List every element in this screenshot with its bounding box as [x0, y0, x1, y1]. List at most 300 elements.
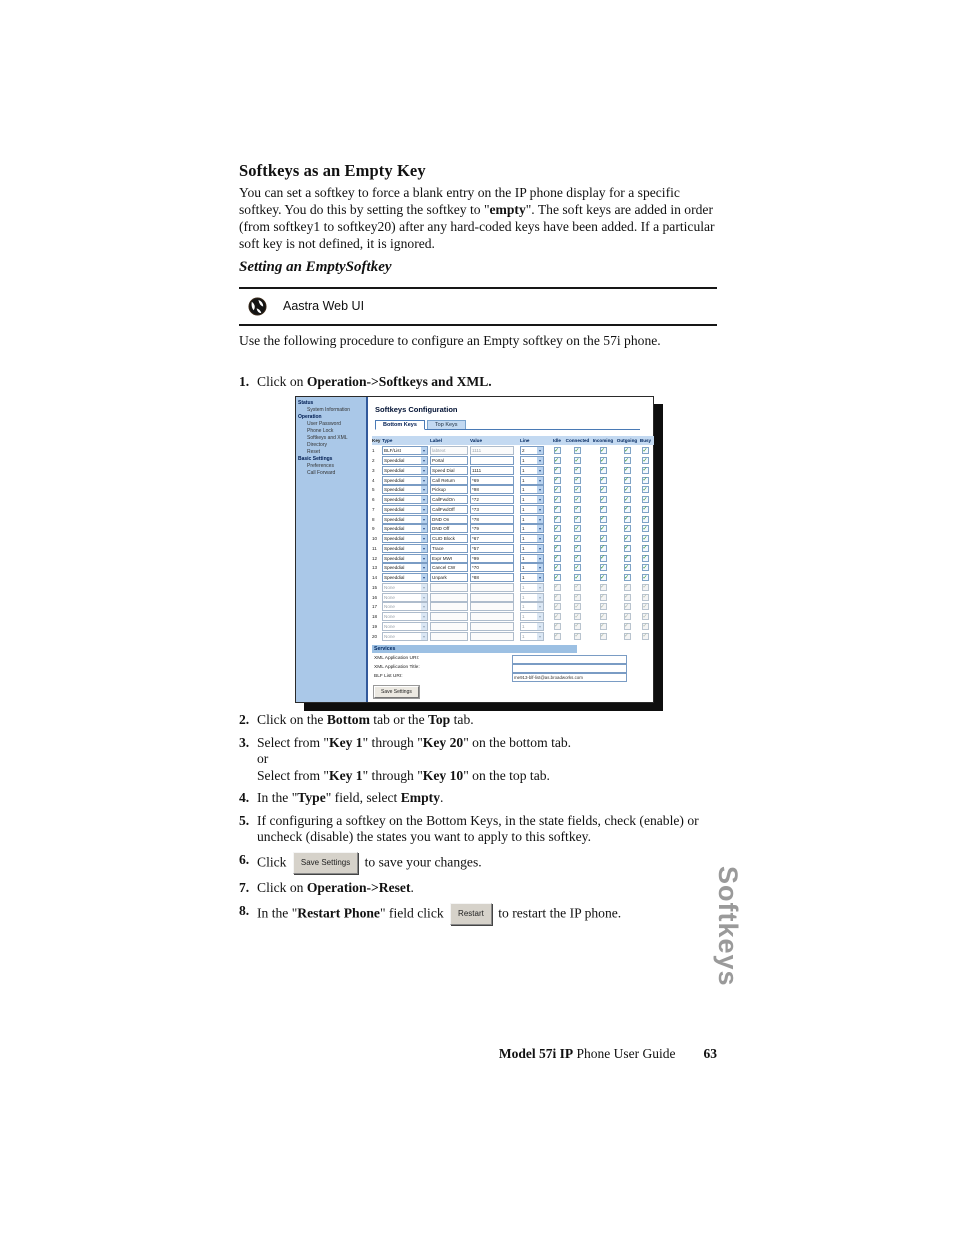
busy-checkbox[interactable]	[642, 506, 649, 513]
softkey-row-11	[372, 544, 654, 554]
softkey-row-5	[372, 485, 654, 495]
type-select[interactable]: Speeddial ▾	[382, 495, 428, 504]
incoming-checkbox[interactable]	[600, 564, 607, 571]
chevron-down-icon: ▾	[538, 575, 541, 581]
chevron-down-icon: ▾	[422, 623, 425, 629]
step-number: 4.	[239, 790, 250, 805]
type-select[interactable]: BLF/List ▾	[382, 446, 428, 455]
key-number: 18	[372, 614, 378, 620]
idle-checkbox[interactable]	[554, 477, 561, 484]
label-input[interactable]: Portal	[430, 456, 468, 465]
connected-checkbox[interactable]	[574, 525, 581, 532]
save-settings-button-inline[interactable]: Save Settings	[293, 852, 358, 875]
value-input[interactable]	[470, 456, 514, 465]
idle-checkbox[interactable]	[554, 584, 561, 591]
line-select[interactable]: 1 ▾	[520, 602, 544, 611]
incoming-checkbox[interactable]	[600, 594, 607, 601]
connected-checkbox[interactable]	[574, 613, 581, 620]
connected-checkbox[interactable]	[574, 574, 581, 581]
softkey-row-3	[372, 466, 654, 476]
label-input[interactable]: Speed Dial	[430, 466, 468, 475]
procedure-intro: Use the following procedure to configure an Empty softkey on the 57i phone.	[239, 333, 661, 348]
connected-checkbox[interactable]	[574, 477, 581, 484]
outgoing-checkbox[interactable]	[624, 633, 631, 640]
outgoing-checkbox[interactable]	[624, 545, 631, 552]
busy-checkbox[interactable]	[642, 584, 649, 591]
idle-checkbox[interactable]	[554, 603, 561, 610]
outgoing-checkbox[interactable]	[624, 555, 631, 562]
chevron-down-icon: ▾	[538, 506, 541, 512]
label-input[interactable]: Pickup	[430, 485, 468, 494]
sidebar-section-basic-settings: Basic Settings	[298, 456, 333, 462]
chevron-down-icon: ▾	[422, 506, 425, 512]
sidebar-item-softkeys-and-xml[interactable]: Softkeys and XML	[307, 435, 348, 441]
outgoing-checkbox[interactable]	[624, 447, 631, 454]
step-text: Click on Operation->Reset.	[257, 880, 414, 895]
chevron-down-icon: ▾	[422, 584, 425, 590]
type-select[interactable]: Speeddial ▾	[382, 466, 428, 475]
label-input[interactable]	[430, 622, 468, 631]
incoming-checkbox[interactable]	[600, 506, 607, 513]
incoming-checkbox[interactable]	[600, 477, 607, 484]
busy-checkbox[interactable]	[642, 574, 649, 581]
type-select[interactable]: Speeddial ▾	[382, 476, 428, 485]
column-header-value: Value	[470, 438, 483, 443]
idle-checkbox[interactable]	[554, 506, 561, 513]
chevron-down-icon: ▾	[538, 584, 541, 590]
value-input[interactable]: *70	[470, 563, 514, 572]
label-input[interactable]	[430, 593, 468, 602]
line-select[interactable]: 1 ▾	[520, 554, 544, 563]
step-list-first	[239, 374, 721, 397]
key-number: 17	[372, 604, 378, 610]
outgoing-checkbox[interactable]	[624, 486, 631, 493]
incoming-checkbox[interactable]	[600, 516, 607, 523]
line-select[interactable]: 2 ▾	[520, 446, 544, 455]
type-select[interactable]: Speeddial ▾	[382, 573, 428, 582]
connected-checkbox[interactable]	[574, 545, 581, 552]
idle-checkbox[interactable]	[554, 545, 561, 552]
outgoing-checkbox[interactable]	[624, 603, 631, 610]
step-number: 3.	[239, 734, 250, 750]
label-input[interactable]: Trace	[430, 544, 468, 553]
softkey-row-8	[372, 514, 654, 524]
services-fields	[372, 655, 650, 682]
busy-checkbox[interactable]	[642, 525, 649, 532]
incoming-checkbox[interactable]	[600, 613, 607, 620]
chevron-down-icon: ▾	[422, 516, 425, 522]
label-input[interactable]: Cancel CW	[430, 563, 468, 572]
intro-paragraph: You can set a softkey to force a blank entry on the IP phone display for a specific softkey. You do this by setting the softkey to "empty". The soft keys are added in order (from softkey1 to softkey20) after any hard-coded keys have been added. If a particular soft key is not defined, it is ignored.	[239, 185, 715, 251]
outgoing-checkbox[interactable]	[624, 574, 631, 581]
type-select[interactable]: None ▾	[382, 612, 428, 621]
busy-checkbox[interactable]	[642, 633, 649, 640]
line-select[interactable]: 1 ▾	[520, 466, 544, 475]
connected-checkbox[interactable]	[574, 457, 581, 464]
incoming-checkbox[interactable]	[600, 555, 607, 562]
softkey-row-20	[372, 631, 654, 641]
value-input[interactable]	[470, 602, 514, 611]
key-number: 4	[372, 477, 375, 483]
chevron-down-icon: ▾	[422, 614, 425, 620]
sidebar-item-reset[interactable]: Reset	[307, 449, 321, 455]
idle-checkbox[interactable]	[554, 555, 561, 562]
chevron-down-icon: ▾	[422, 487, 425, 493]
label-input[interactable]	[430, 602, 468, 611]
service-row	[372, 664, 650, 673]
type-select[interactable]: None ▾	[382, 632, 428, 641]
step-6	[239, 852, 721, 875]
chevron-down-icon: ▾	[422, 477, 425, 483]
incoming-checkbox[interactable]	[600, 574, 607, 581]
type-select[interactable]: Speeddial ▾	[382, 515, 428, 524]
idle-checkbox[interactable]	[554, 447, 561, 454]
busy-checkbox[interactable]	[642, 467, 649, 474]
chevron-down-icon: ▾	[538, 536, 541, 542]
type-select[interactable]: Speeddial ▾	[382, 563, 428, 572]
connected-checkbox[interactable]	[574, 535, 581, 542]
value-input[interactable]	[470, 622, 514, 631]
value-input[interactable]	[470, 612, 514, 621]
chevron-down-icon: ▾	[422, 497, 425, 503]
value-input[interactable]	[470, 632, 514, 641]
value-input[interactable]: *79	[470, 524, 514, 533]
line-select[interactable]: 1 ▾	[520, 612, 544, 621]
busy-checkbox[interactable]	[642, 477, 649, 484]
busy-checkbox[interactable]	[642, 496, 649, 503]
incoming-checkbox[interactable]	[600, 584, 607, 591]
key-number: 11	[372, 545, 377, 551]
softkey-row-4	[372, 475, 654, 485]
chapter-tab-softkeys: Softkeys	[713, 866, 743, 987]
value-input[interactable]	[470, 583, 514, 592]
value-input[interactable]: 1111	[470, 446, 514, 455]
label-input[interactable]: CallFwdOn	[430, 495, 468, 504]
tab-top-keys[interactable]: Top Keys	[427, 420, 466, 429]
column-header-line: Line	[520, 438, 530, 443]
blf-list-uri-input[interactable]: me913-blf-list@as.broadworks.com	[512, 673, 627, 682]
softkey-row-10	[372, 534, 654, 544]
chevron-down-icon: ▾	[538, 545, 541, 551]
value-input[interactable]: *67	[470, 534, 514, 543]
outgoing-checkbox[interactable]	[624, 564, 631, 571]
idle-checkbox[interactable]	[554, 496, 561, 503]
line-select[interactable]: 1 ▾	[520, 456, 544, 465]
key-number: 12	[372, 555, 378, 561]
softkey-row-2	[372, 456, 654, 466]
type-select[interactable]: Speeddial ▾	[382, 485, 428, 494]
line-select[interactable]: 1 ▾	[520, 495, 544, 504]
label-input[interactable]	[430, 612, 468, 621]
busy-checkbox[interactable]	[642, 564, 649, 571]
idle-checkbox[interactable]	[554, 467, 561, 474]
label-input[interactable]: CLID Block	[430, 534, 468, 543]
outgoing-checkbox[interactable]	[624, 535, 631, 542]
column-header-idle: Idle	[553, 438, 561, 443]
connected-checkbox[interactable]	[574, 447, 581, 454]
idle-checkbox[interactable]	[554, 486, 561, 493]
chevron-down-icon: ▾	[538, 633, 541, 639]
busy-checkbox[interactable]	[642, 545, 649, 552]
key-number: 1	[372, 448, 375, 454]
save-settings-button[interactable]: Save Settings	[374, 686, 419, 698]
connected-checkbox[interactable]	[574, 584, 581, 591]
outgoing-checkbox[interactable]	[624, 516, 631, 523]
chevron-down-icon: ▾	[422, 526, 425, 532]
softkey-row-7	[372, 505, 654, 515]
value-input[interactable]: *98	[470, 485, 514, 494]
chevron-down-icon: ▾	[422, 448, 425, 454]
step-8	[239, 903, 721, 926]
screenshot-tabs	[375, 418, 640, 430]
softkey-row-17	[372, 602, 654, 612]
step-2	[239, 712, 721, 729]
type-select[interactable]: None ▾	[382, 593, 428, 602]
services-section-header: Services	[372, 645, 577, 653]
chevron-down-icon: ▾	[422, 467, 425, 473]
step-list-rest	[239, 712, 721, 931]
sidebar-item-call-forward[interactable]: Call Forward	[307, 470, 336, 476]
busy-checkbox[interactable]	[642, 516, 649, 523]
outgoing-checkbox[interactable]	[624, 613, 631, 620]
chevron-down-icon: ▾	[538, 614, 541, 620]
chevron-down-icon: ▾	[538, 555, 541, 561]
type-select[interactable]: Speeddial ▾	[382, 534, 428, 543]
busy-checkbox[interactable]	[642, 486, 649, 493]
connected-checkbox[interactable]	[574, 564, 581, 571]
line-select[interactable]: 1 ▾	[520, 515, 544, 524]
softkey-row-1	[372, 446, 654, 456]
softkey-row-16	[372, 592, 654, 602]
chevron-down-icon: ▾	[422, 633, 425, 639]
column-header-connected: Connected	[565, 438, 590, 443]
xml-application-uri-input[interactable]	[512, 655, 627, 664]
idle-checkbox[interactable]	[554, 525, 561, 532]
chevron-down-icon: ▾	[422, 555, 425, 561]
label-input[interactable]: labtext	[430, 446, 468, 455]
connected-checkbox[interactable]	[574, 633, 581, 640]
chevron-down-icon: ▾	[538, 477, 541, 483]
outgoing-checkbox[interactable]	[624, 584, 631, 591]
idle-checkbox[interactable]	[554, 564, 561, 571]
connected-checkbox[interactable]	[574, 506, 581, 513]
busy-checkbox[interactable]	[642, 457, 649, 464]
incoming-checkbox[interactable]	[600, 535, 607, 542]
key-number: 6	[372, 497, 375, 503]
incoming-checkbox[interactable]	[600, 525, 607, 532]
value-input[interactable]: *88	[470, 573, 514, 582]
xml-application-title-input[interactable]	[512, 664, 627, 673]
step-number: 2.	[239, 712, 250, 727]
connected-checkbox[interactable]	[574, 603, 581, 610]
busy-checkbox[interactable]	[642, 447, 649, 454]
service-row	[372, 655, 650, 664]
incoming-checkbox[interactable]	[600, 633, 607, 640]
sidebar-item-system-information[interactable]: System Information	[307, 407, 351, 413]
incoming-checkbox[interactable]	[600, 545, 607, 552]
step-text: In the "Restart Phone" field click Restart to restart the IP phone.	[257, 903, 721, 926]
column-header-label: Label	[430, 438, 442, 443]
line-select[interactable]: 1 ▾	[520, 573, 544, 582]
chevron-down-icon: ▾	[538, 497, 541, 503]
connected-checkbox[interactable]	[574, 516, 581, 523]
connected-checkbox[interactable]	[574, 623, 581, 630]
idle-checkbox[interactable]	[554, 535, 561, 542]
incoming-checkbox[interactable]	[600, 447, 607, 454]
step-number: 7.	[239, 880, 250, 895]
xml-application-uri-label: XML Application URI:	[374, 656, 420, 661]
type-select[interactable]: Speeddial ▾	[382, 524, 428, 533]
line-select[interactable]: 1 ▾	[520, 485, 544, 494]
outgoing-checkbox[interactable]	[624, 525, 631, 532]
step-3	[239, 735, 721, 785]
busy-checkbox[interactable]	[642, 555, 649, 562]
outgoing-checkbox[interactable]	[624, 506, 631, 513]
column-header-busy: Busy	[639, 438, 652, 443]
line-select[interactable]: 1 ▾	[520, 544, 544, 553]
outgoing-checkbox[interactable]	[624, 467, 631, 474]
type-select[interactable]: Speeddial ▾	[382, 456, 428, 465]
chevron-down-icon: ▾	[422, 458, 425, 464]
tab-bottom-keys[interactable]: Bottom Keys	[375, 420, 425, 430]
service-row	[372, 673, 650, 682]
connected-checkbox[interactable]	[574, 486, 581, 493]
sidebar-item-preferences[interactable]: Preferences	[307, 463, 334, 469]
incoming-checkbox[interactable]	[600, 457, 607, 464]
incoming-checkbox[interactable]	[600, 496, 607, 503]
line-select[interactable]: 1 ▾	[520, 476, 544, 485]
label-input[interactable]	[430, 632, 468, 641]
line-select[interactable]: 1 ▾	[520, 563, 544, 572]
connected-checkbox[interactable]	[574, 555, 581, 562]
line-select[interactable]: 1 ▾	[520, 534, 544, 543]
line-select[interactable]: 1 ▾	[520, 632, 544, 641]
chevron-down-icon: ▾	[422, 594, 425, 600]
footer-model: Model 57i IP	[498, 1046, 574, 1061]
softkey-row-19	[372, 622, 654, 632]
busy-checkbox[interactable]	[642, 594, 649, 601]
key-number: 14	[372, 575, 378, 581]
softkey-row-9	[372, 524, 654, 534]
idle-checkbox[interactable]	[554, 623, 561, 630]
busy-checkbox[interactable]	[642, 613, 649, 620]
type-select[interactable]: None ▾	[382, 622, 428, 631]
step-text: In the "Type" field, select Empty.	[257, 790, 444, 805]
outgoing-checkbox[interactable]	[624, 623, 631, 630]
key-number: 2	[372, 458, 375, 464]
incoming-checkbox[interactable]	[600, 623, 607, 630]
key-number: 3	[372, 467, 375, 473]
type-select[interactable]: Speeddial ▾	[382, 505, 428, 514]
globe-icon	[248, 297, 267, 316]
type-select[interactable]: None ▾	[382, 583, 428, 592]
idle-checkbox[interactable]	[554, 574, 561, 581]
idle-checkbox[interactable]	[554, 633, 561, 640]
chevron-down-icon: ▾	[538, 623, 541, 629]
value-input[interactable]: *72	[470, 495, 514, 504]
footer-page-number: 63	[703, 1046, 717, 1061]
busy-checkbox[interactable]	[642, 623, 649, 630]
softkey-row-13	[372, 563, 654, 573]
connected-checkbox[interactable]	[574, 467, 581, 474]
chevron-down-icon: ▾	[422, 545, 425, 551]
step-number: 6.	[239, 851, 250, 867]
chevron-down-icon: ▾	[538, 526, 541, 532]
value-input[interactable]	[470, 593, 514, 602]
value-input[interactable]: *69	[470, 476, 514, 485]
key-number: 16	[372, 594, 378, 600]
aastra-web-ui-callout	[248, 294, 364, 318]
screenshot-title: Softkeys Configuration	[375, 405, 458, 414]
callout-label: Aastra Web UI	[283, 299, 365, 313]
connected-checkbox[interactable]	[574, 594, 581, 601]
sidebar-item-directory[interactable]: Directory	[307, 442, 328, 448]
line-select[interactable]: 1 ▾	[520, 524, 544, 533]
xml-application-title-label: XML Application Title:	[374, 665, 420, 670]
line-select[interactable]: 1 ▾	[520, 593, 544, 602]
chevron-down-icon: ▾	[538, 565, 541, 571]
softkey-row-18	[372, 612, 654, 622]
step-4	[239, 790, 721, 807]
column-header-key: Key	[372, 438, 381, 443]
busy-checkbox[interactable]	[642, 535, 649, 542]
label-input[interactable]: Unpark	[430, 573, 468, 582]
embedded-screenshot	[295, 396, 654, 703]
value-input[interactable]: 1111	[470, 466, 514, 475]
restart-button-inline[interactable]: Restart	[450, 903, 492, 926]
line-select[interactable]: 1 ▾	[520, 583, 544, 592]
column-header-incoming: Incoming	[592, 438, 614, 443]
sidebar-item-phone-lock[interactable]: Phone Lock	[307, 428, 334, 434]
label-input[interactable]: Call Return	[430, 476, 468, 485]
incoming-checkbox[interactable]	[600, 467, 607, 474]
idle-checkbox[interactable]	[554, 516, 561, 523]
label-input[interactable]	[430, 583, 468, 592]
label-input[interactable]: CallFwdOff	[430, 505, 468, 514]
connected-checkbox[interactable]	[574, 496, 581, 503]
type-select[interactable]: Speeddial ▾	[382, 544, 428, 553]
step-text: Click on Operation->Softkeys and XML.	[257, 374, 492, 389]
value-input[interactable]: *99	[470, 554, 514, 563]
outgoing-checkbox[interactable]	[624, 594, 631, 601]
outgoing-checkbox[interactable]	[624, 496, 631, 503]
label-input[interactable]: Expr MWI	[430, 554, 468, 563]
label-input[interactable]: DND Off	[430, 524, 468, 533]
line-select[interactable]: 1 ▾	[520, 505, 544, 514]
softkeys-table-rows	[372, 446, 654, 641]
chevron-down-icon: ▾	[538, 516, 541, 522]
idle-checkbox[interactable]	[554, 457, 561, 464]
sidebar-item-user-password[interactable]: User Password	[307, 421, 341, 427]
type-select[interactable]: None ▾	[382, 602, 428, 611]
label-input[interactable]: DND On	[430, 515, 468, 524]
value-input[interactable]: *78	[470, 515, 514, 524]
value-input[interactable]: *57	[470, 544, 514, 553]
footer-guide: Phone User Guide	[573, 1046, 676, 1061]
idle-checkbox[interactable]	[554, 613, 561, 620]
incoming-checkbox[interactable]	[600, 603, 607, 610]
column-header-outgoing: Outgoing	[616, 438, 638, 443]
busy-checkbox[interactable]	[642, 603, 649, 610]
incoming-checkbox[interactable]	[600, 486, 607, 493]
key-number: 15	[372, 584, 378, 590]
value-input[interactable]: *73	[470, 505, 514, 514]
type-select[interactable]: Speeddial ▾	[382, 554, 428, 563]
outgoing-checkbox[interactable]	[624, 457, 631, 464]
line-select[interactable]: 1 ▾	[520, 622, 544, 631]
outgoing-checkbox[interactable]	[624, 477, 631, 484]
idle-checkbox[interactable]	[554, 594, 561, 601]
